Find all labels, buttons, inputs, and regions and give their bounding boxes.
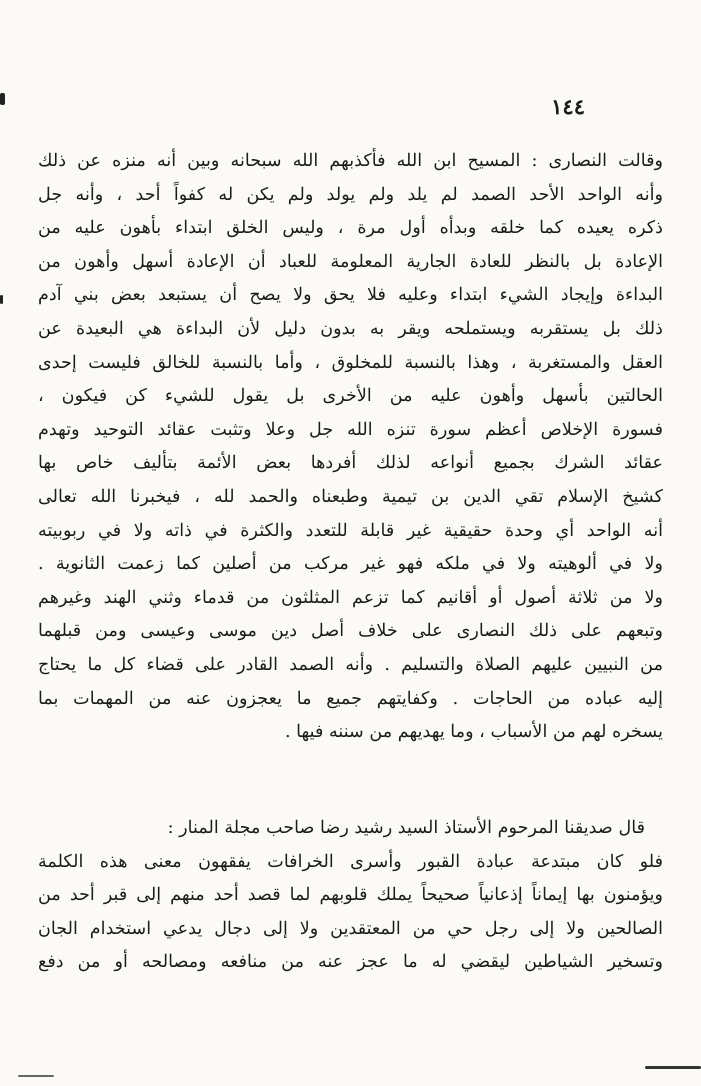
text-line: وقالت النصارى : المسيح ابن الله فأكذبهم الله سبحانه وبين أنه منزه عن ذلك [38,151,663,171]
scan-edge-mark [0,93,5,105]
paragraph-1 [38,145,663,750]
text-line: وتبعهم على ذلك النصارى على خلاف أصل دين موسى وعيسى ومن قبلهما [38,621,663,642]
text-line: فسورة الإخلاص أعظم سورة تنزه الله جل وعلا وتثبت عقائد التوحيد وتهدم [38,419,663,440]
scan-edge-mark [645,1066,701,1069]
text-line: العقل والمستغربة ، وهذا بالنسبة للمخلوق ، وأما بالنسبة للخالق فليست إحدى [38,352,663,373]
scan-edge-mark [0,295,3,304]
text-line: كشيخ الإسلام تقي الدين بن تيمية وطبعناه والحمد لله ، فيخبرنا الله تعالى [38,486,663,507]
text-line: البداءة وإيجاد الشيء ابتداء وعليه فلا يحق ولا يصح أن يستبعد بعض بني آدم [38,285,663,306]
text-line: وتسخير الشياطين ليقضي له ما عجز عنه من منافعه ومصالحه أو من دفع [38,952,663,973]
text-line: الحالتين بأسهل وأهون عليه من الأخرى بل يقول للشيء كن فيكون ، [38,386,663,407]
text-line: ولا من ثلاثة أصول أو أقانيم كما تزعم المثلثون من قدماء وثني الهند وغيرهم [38,587,663,608]
page-number: ١٤٤ [551,94,585,119]
text-line: الإعادة بل بالنظر للعادة الجارية المعلومة للعباد أن الإعادة أسهل وأهون من [38,251,663,272]
text-line: ولا في ألوهيته ولا في ملكه فهو غير مركب من أصلين كما زعمت الثانوية . [38,554,663,575]
text-line: ويؤمنون بها إيماناً إذعانياً صحيحاً يملك قلوبهم لما قصد أحد منهم إلى قبر أحد من [38,885,663,906]
text-line: يسخره لهم من الأسباب ، وما يهديهم من سننه فيها . [285,722,663,743]
scan-edge-mark [18,1075,54,1077]
text-line: قال صديقنا المرحوم الأستاذ السيد رشيد رضا صاحب مجلة المنار : [167,818,645,838]
text-line: وأنه الواحد الأحد الصمد لم يلد ولم يولد ولم يكن له كفواً أحد ، وأنه جل [38,184,663,205]
text-line: عقائد الشرك بجميع أنواعه لذلك أفردها بعض الأئمة بتأليف خاص بها [38,453,663,474]
text-line: الصالحين ولا إلى رجل حي من المعتقدين ولا إلى دجال يدعي استخدام الجان [38,918,663,939]
text-line: أنه الواحد أي وحدة حقيقية غير قابلة للتعدد والكثرة في ذاته ولا في ربوبيته [38,520,663,541]
text-line: ذلك بل يستقربه ويستملحه ويقر به بدون دليل لأن البداءة هي البعيدة عن [38,318,663,339]
paragraph-2 [38,812,663,980]
text-line: ذكره يعيده كما خلقه وبدأه أول مرة ، وليس الخلق ابتداء بأهون عليه من [38,218,663,239]
text-line: فلو كان مبتدعة عبادة القبور وأسرى الخرافات يفقهون معنى هذه الكلمة [38,851,663,872]
text-line: من النبيين عليهم الصلاة والتسليم . وأنه الصمد القادر على قضاء كل ما يحتاج [38,654,663,675]
text-line: إليه عباده من الحاجات . وكفايتهم جميع ما يعجزون عنه من المهمات بما [38,688,663,709]
